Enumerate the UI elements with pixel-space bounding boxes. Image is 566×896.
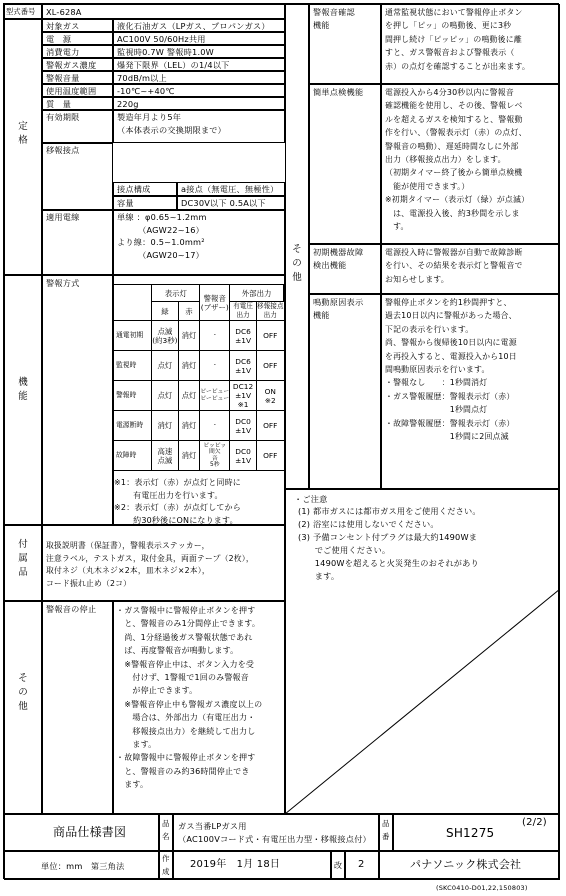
- page-number: (2/2): [522, 817, 547, 828]
- date-text: 2019年 1月 18日: [190, 859, 281, 870]
- right-header: その他: [292, 244, 302, 283]
- stop-text-cell: [113, 601, 285, 814]
- alarm-row: [114, 441, 284, 471]
- accessories-cell: [42, 525, 285, 601]
- spec-value: AC100V 50/60Hz共用: [117, 34, 206, 44]
- spec-value: 単線 ：φ0.65~1.2mm （AGW22~16） より線：0.5~1.0mm² （AGW20~17）: [117, 212, 207, 260]
- alarm-row: [114, 381, 284, 411]
- spec-label-cell: [42, 71, 113, 84]
- feature-label-cell: [309, 294, 381, 489]
- spec-label-cell: [42, 210, 113, 275]
- spec-value: 製造年月より5年 （本体表示の交換期限まで）: [117, 112, 227, 135]
- alarm-cell-g: 点灯: [152, 351, 178, 381]
- alarm-cell-b: ピーピュー ピーピュー: [200, 381, 230, 411]
- feature-text-cell: [381, 4, 560, 84]
- buzzer-header: 警報音 (ブザー): [200, 285, 230, 321]
- spec-header: 定格: [18, 121, 28, 146]
- spec-value-cell: [113, 32, 285, 45]
- spec-value: 爆発下限界（LEL）の1/4以下: [117, 60, 230, 70]
- spec-label-cell: [42, 19, 113, 32]
- spec-value: 監視時0.7W 警報時1.0W: [117, 47, 214, 57]
- unit-text: 単位：mm 第三角法: [41, 861, 125, 871]
- stop-text: ・ガス警報中に警報停止ボタンを押す と、警報音のみ1分間停止できます。 尚、1分経過後ガス警報状態であれ ば、再度警報音が鳴動します。 ※警報音停止中は、ボタン入力を受 付けず、1警報で1回のみ警報音 が停止できます。 ※警報音停止中も警報ガス濃度以上の 場合は、外部出力（有電圧出力・ 移報接点出力）を継続して出力し ます。 ・故障警報中に警報停止ボタンを押す と、警報音のみ約36時間停止でき ます。: [116, 606, 263, 790]
- spec-label-cell: [42, 110, 113, 143]
- date-label-cell: [159, 851, 173, 880]
- spec-label-cell: [42, 32, 113, 45]
- feature-label: 警報音確認 機能: [313, 7, 355, 30]
- alarm-cell-c: OFF: [256, 321, 283, 351]
- stop-label: 警報音の停止: [46, 604, 97, 614]
- spec-value: 70dB/m以上: [117, 73, 167, 83]
- alarm-row: [114, 411, 284, 441]
- alarm-corner: [114, 285, 152, 321]
- relay-config-value-cell: [177, 182, 285, 196]
- company-name: パナソニック株式会社: [410, 858, 522, 871]
- other-header-cell: [4, 601, 42, 814]
- spec-label: 警報ガス濃度: [46, 60, 97, 70]
- alarm-cell-b: -: [200, 351, 230, 381]
- model-label-cell: [4, 4, 42, 19]
- spec-label: 消費電力: [46, 47, 80, 57]
- spec-label: 電 源: [46, 34, 72, 44]
- relay-capacity-label-cell: [113, 196, 177, 210]
- alarm-cell-v: DC0 ±1V: [230, 441, 257, 471]
- feature-label: 鳴動原因表示 機能: [313, 297, 364, 320]
- doc-code: (SKC0410-D01,22,150803): [436, 884, 528, 892]
- alarm-cell-name: 通電初期: [114, 321, 152, 351]
- alarm-cell-name: 警報時: [114, 381, 152, 411]
- spec-label-cell: [42, 58, 113, 71]
- unit-cell: [4, 851, 159, 880]
- spec-value-cell: [113, 71, 285, 84]
- feature-text: 電源投入から4分30秒以内に警報音 確認機能を使用し、その後、警報レベ ルを超えるガスを検知すると、警報動 作を行い、（警報表示灯（赤）の点灯、 警報音の鳴動）、遅延時間なしに外部 出力（移報接点出力）をします。 （初期タイマー終了後から簡単点検機 能が使用できます。） ※初期タイマー（表示灯（緑）が点滅） は、電源投入後、約3秒間を示しま す。: [385, 88, 530, 232]
- spec-label: 使用温度範囲: [46, 86, 97, 96]
- feature-text-cell: [381, 294, 560, 489]
- name-cell: [173, 814, 379, 851]
- alarm-cell-c: OFF: [256, 411, 283, 441]
- alarm-cell-g: 高速 点滅: [152, 441, 178, 471]
- footer-title: 商品仕様書図: [53, 825, 127, 839]
- product-number: SH1275: [446, 826, 495, 840]
- alarm-cell-name: 故障時: [114, 441, 152, 471]
- spec-value-cell: [113, 84, 285, 97]
- spec-value-cell: [113, 110, 285, 143]
- alarm-cell-c: ON ※2: [256, 381, 283, 411]
- spec-label: 移報接点: [46, 145, 80, 155]
- alarm-cell-b: -: [200, 411, 230, 441]
- alarm-row: [114, 351, 284, 381]
- rev-label-cell: [331, 851, 345, 880]
- alarm-cell-r: 点灯: [178, 381, 200, 411]
- alarm-cell-r: 消灯: [178, 321, 200, 351]
- alarm-cell-g: 消灯: [152, 411, 178, 441]
- relay-config-value: a接点（無電圧、無極性）: [181, 184, 279, 194]
- spec-value-cell: [113, 45, 285, 58]
- ext-header: 外部出力: [230, 285, 284, 302]
- caution-title: ・ご注意: [294, 494, 328, 504]
- right-header-cell: [285, 4, 309, 489]
- acc-header: 付属品: [18, 539, 28, 578]
- alarm-cell-r: 消灯: [178, 441, 200, 471]
- alarm-cell-v: DC0 ±1V: [230, 411, 257, 441]
- model-label: 型式番号: [6, 7, 36, 16]
- spec-value-cell: [113, 19, 285, 32]
- alarm-cell-b: ピッピッ 間欠 音 5秒: [200, 441, 230, 471]
- relay-config-label: 接点構成: [117, 184, 151, 194]
- alarm-cell-g: 点灯: [152, 381, 178, 411]
- model-number: XL-628A: [46, 7, 82, 17]
- spec-sheet: [3, 3, 559, 879]
- spec-label: 質 量: [46, 99, 72, 109]
- volt-header: 有電圧 出力: [230, 302, 257, 321]
- spec-value: 220g: [117, 99, 139, 109]
- rev-label: 改: [334, 861, 343, 870]
- name-label-cell: [159, 814, 173, 851]
- alarm-cell-g: 点滅 (約3秒): [152, 321, 178, 351]
- feature-text: 警報停止ボタンを約1秒間押すと、 過去10日以内に警報があった場合、 下記の表示を行います。 尚、警報から復帰後10日以内に電源 を再投入すると、電源投入から10日 間鳴動原因表示を行います。 ・警報なし ：1秒間消灯 ・ガス警報履歴：警報表示灯（赤） 1秒間点灯 ・故障警報履歴：警報表示灯（赤） 1秒間に2回点滅: [385, 298, 517, 442]
- feature-label: 初期機器故障 検出機能: [313, 247, 364, 270]
- date-label: 作成: [162, 854, 170, 876]
- date-cell: [173, 851, 331, 880]
- rev-cell: [345, 851, 379, 880]
- alarm-cell-c: OFF: [256, 351, 283, 381]
- red-header: 赤: [178, 302, 200, 321]
- feature-text: 通常監視状態において警報停止ボタン を押し「ピッ」の鳴動後、更に3秒 間押し続け「ピッピッ」の鳴動後に離 すと、ガス警報音および警報表示（ 赤）の点灯を確認することが出来ます。: [385, 8, 531, 71]
- spec-value: -10℃~+40℃: [117, 86, 175, 96]
- relay-capacity-label: 容量: [117, 198, 134, 208]
- relay-capacity-value: DC30V以下 0.5A以下: [181, 198, 266, 208]
- spec-value-cell: [113, 58, 285, 71]
- relay-header: 移報接点 出力: [257, 302, 284, 319]
- alarm-cell-v: DC12 ±1V ※1: [230, 381, 257, 411]
- func-header-cell: [4, 275, 42, 525]
- alarm-cell-v: DC6 ±1V: [230, 351, 257, 381]
- alarm-cell-b: -: [200, 321, 230, 351]
- acc-header-cell: [4, 525, 42, 601]
- spec-value-cell: [113, 97, 285, 110]
- func-header: 機能: [18, 377, 28, 402]
- model-value-cell: [42, 4, 285, 19]
- alarm-cell-r: 消灯: [178, 351, 200, 381]
- spec-label: 対象ガス: [46, 21, 80, 31]
- spec-label-cell: [42, 45, 113, 58]
- feature-text-cell: [381, 244, 560, 294]
- spec-label: 警報音量: [46, 73, 80, 83]
- other-header: その他: [18, 673, 28, 712]
- alarm-label-cell: [42, 275, 113, 525]
- relay-capacity-value-cell: [177, 196, 285, 210]
- alarm-cell-v: DC6 ±1V: [230, 321, 257, 351]
- feature-label-cell: [309, 244, 381, 294]
- feature-label: 簡単点検機能: [313, 87, 364, 97]
- spec-value: 液化石油ガス（LPガス、プロパンガス）: [117, 21, 270, 31]
- alarm-row: [114, 321, 284, 351]
- feature-label-cell: [309, 4, 381, 84]
- feature-text-cell: [381, 84, 560, 244]
- footer-title-cell: [4, 814, 159, 851]
- alarm-cell-r: 消灯: [178, 411, 200, 441]
- caution-items: (1) 都市ガスには都市ガス用をご使用ください。 (2) 浴室には使用しないでください。 (3) 予備コンセント付プラグは最大約1490Wま でご使用ください。 1490Wを超えると火災発生のおそれがあり ます。: [298, 506, 481, 581]
- alarm-cell-name: 電源断時: [114, 411, 152, 441]
- relay-config-label-cell: [113, 182, 177, 196]
- alarm-cell-name: 監視時: [114, 351, 152, 381]
- alarm-note-2: ※2：表示灯（赤）が点灯してから 約30秒後にONになります。: [114, 503, 241, 525]
- spec-label: 適用電線: [46, 212, 80, 222]
- spec-value-cell: [113, 210, 285, 275]
- alarm-note-1: ※1：表示灯（赤）が点灯と同時に 有電圧出力を行います。: [114, 478, 241, 500]
- spec-label-cell: [42, 97, 113, 110]
- company-cell: [379, 851, 560, 880]
- alarm-method-label: 警報方式: [46, 278, 80, 288]
- alarm-cell-c: OFF: [256, 441, 283, 471]
- spec-label: 有効期限: [46, 112, 80, 122]
- accessories-text: 取扱説明書（保証書），警報表示ステッカー， 注意ラベル，テストガス，取付金具，両面テープ（2枚）， 取付ネジ（丸木ネジ×2本，皿木ネジ×2本）， コード振れ止め（2コ）: [46, 541, 254, 588]
- product-name: ガス当番LPガス用 （AC100Vコード式・有電圧出力型・移報接点付）: [178, 821, 371, 844]
- spec-label-cell: [42, 143, 113, 210]
- green-header: 緑: [152, 302, 178, 321]
- alarm-table: [114, 284, 284, 471]
- spec-header-cell: [4, 19, 42, 275]
- spec-label-cell: [42, 84, 113, 97]
- feature-label-cell: [309, 84, 381, 244]
- num-label: 品番: [382, 819, 390, 841]
- diagonal-line: [285, 589, 560, 814]
- num-label-cell: [379, 814, 393, 851]
- feature-text: 電源投入時に警報器が自動で故障診断 を行い、その結果を表示灯と警報音で お知らせします。: [385, 248, 523, 284]
- stop-label-cell: [42, 601, 113, 814]
- display-header: 表示灯: [152, 285, 200, 302]
- name-label: 品名: [162, 819, 170, 841]
- num-cell: [393, 814, 560, 851]
- rev-text: 2: [358, 859, 365, 870]
